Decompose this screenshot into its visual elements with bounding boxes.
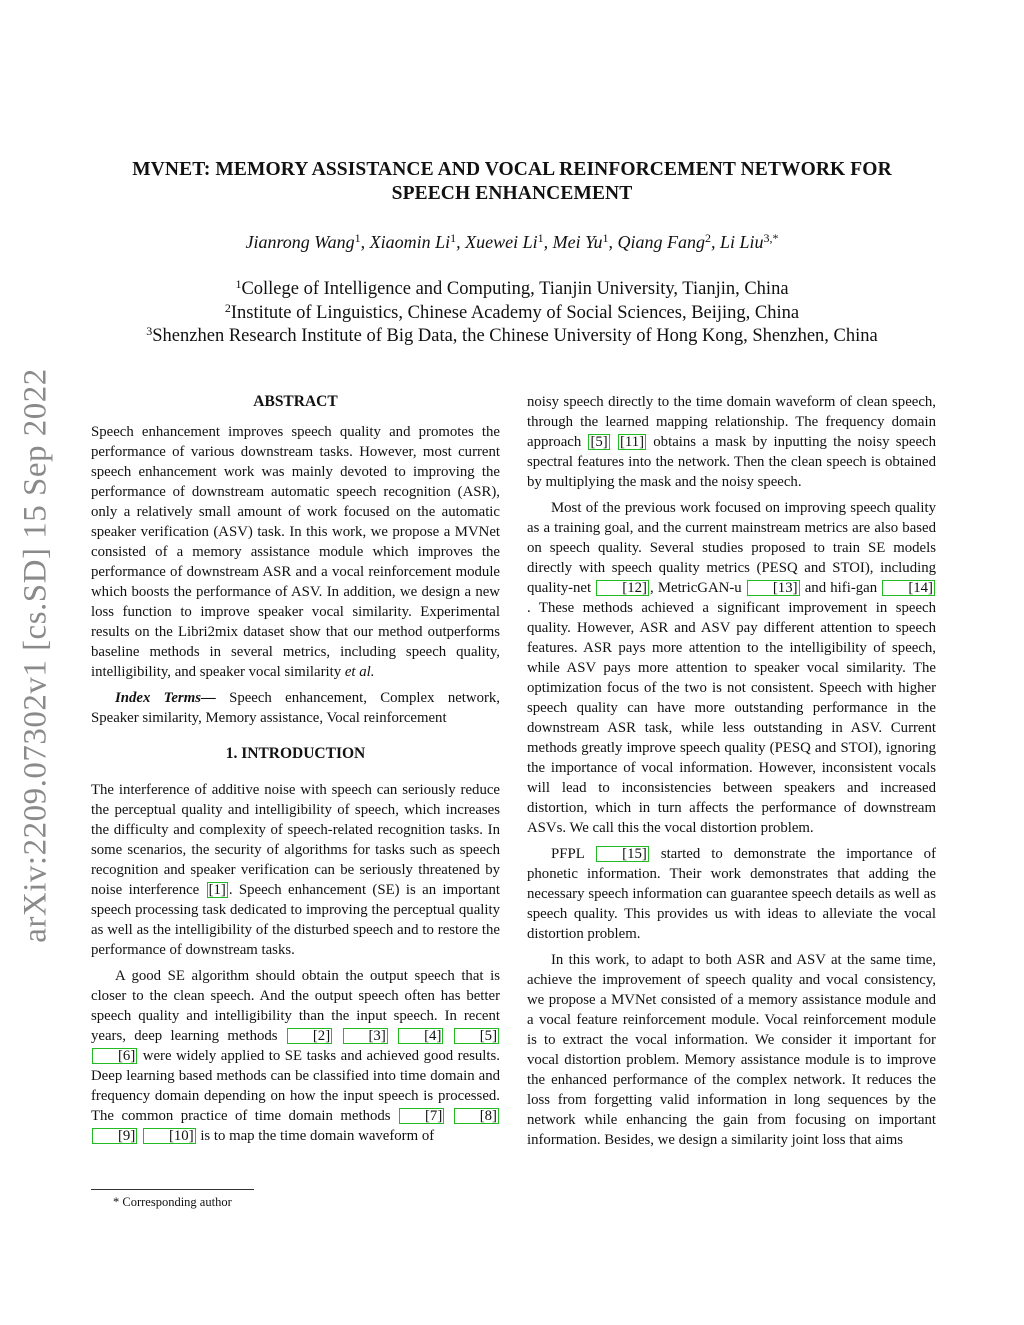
introduction-heading: 1. INTRODUCTION bbox=[225, 745, 366, 762]
citation-link[interactable]: [2] bbox=[287, 1028, 332, 1044]
footnote: * Corresponding author bbox=[113, 1195, 232, 1209]
intro-paragraph-2-tail-left: is to map the time domain waveform of bbox=[196, 1128, 435, 1144]
title-line-2: SPEECH ENHANCEMENT bbox=[391, 183, 633, 204]
paper-title bbox=[100, 158, 924, 206]
arxiv-stamp-text: arXiv:2209.07302v1 [cs.SD] 15 Sep 2022 bbox=[17, 367, 54, 943]
intro-paragraph-2-continued: noisy speech directly to the time domain waveform of clean speech, through the learned mapping relationship. The frequency domain approach [5] [11] obtains a mask by inputting the noisy speech spectral features into the network. Then the clean speech is obtained by multiplying the mask and the noisy speech. bbox=[527, 394, 936, 490]
intro-paragraph-1: The interference of additive noise with speech can seriously reduce the perceptual quality and intelligibility of speech, which increases the difficulty and complexity of speech-related recognition tasks. In some scenarios, the security of algorithms for tasks such as speech recognition and speaker verification can be seriously threatened by noise interference [1] . Speech enhancement (SE) is an important speech processing task dedicated to improving the perceptual quality as well as the intelligibility of the disturbed speech and to restore the performance of downstream tasks. bbox=[91, 782, 500, 958]
title-line-1: MVNET: MEMORY ASSISTANCE AND VOCAL REINFORCEMENT NETWORK FOR bbox=[132, 159, 892, 180]
index-terms: Index Terms— Speech enhancement, Complex network, Speaker similarity, Memory assistance, Vocal reinforcement bbox=[91, 690, 501, 726]
citation-link[interactable]: [12] bbox=[596, 580, 649, 596]
affiliation: $^3$Shenzhen Research Institute of Big Data, the Chinese University of Hong Kong, Shenzhen, China bbox=[146, 324, 878, 346]
author: Jianrong Wang$^1$, bbox=[245, 231, 370, 252]
citation-link[interactable]: [5] bbox=[590, 434, 608, 450]
citation-link[interactable]: [1] bbox=[208, 882, 226, 898]
citation-link[interactable]: [11] bbox=[619, 434, 645, 450]
left-column bbox=[91, 392, 500, 1146]
citation-link[interactable]: [14] bbox=[882, 580, 935, 596]
affiliation: $^2$Institute of Linguistics, Chinese Academy of Social Sciences, Beijing, China bbox=[224, 300, 800, 323]
intro-paragraph-4: PFPL [15] started to demonstrate the importance of phonetic information. Their work demonstrates that adding the necessary speech information can guarantee speech details as well as speech quality. This provides us with ideas to alleviate the vocal distortion problem. bbox=[527, 846, 936, 942]
citation-link[interactable]: [7] bbox=[399, 1108, 444, 1124]
abstract-paragraph: Speech enhancement improves speech quality and promotes the performance of various downstream tasks. However, most current speech enhancement work was mainly devoted to improving the performance of downstream automatic speech recognition (ASR), only a relatively small amount of work focused on the automatic speaker verification (ASV) task. In this work, we propose a MVNet consisted of a memory assistance module which improves the performance of downstream ASR and a vocal reinforcement module which boosts the performance of ASV. In addition, we design a new loss function to improve speaker vocal similarity. Experimental results on the Libri2mix dataset show that our method outperforms baseline methods in several metrics, including speech quality, intelligibility, and speaker vocal similarity et al. bbox=[91, 424, 500, 680]
citation-link[interactable]: [9] bbox=[92, 1128, 137, 1144]
author: Xiaomin Li$^1$, bbox=[369, 231, 466, 252]
intro-paragraph-3: Most of the previous work focused on improving speech quality as a training goal, and the current mainstream metrics are also based on speech quality. Several studies proposed to train SE models directly with speech quality metrics (PESQ and STOI), including quality-net [12] , MetricGAN-u [13] and hifi-gan [14]. These methods achieved a significant improvement in speech quality. However, ASR and ASV pay different attention to speech features. ASR pays more attention to the intelligibility of speech, while ASV pays more attention to speaker vocal similarity. The optimization focus of the two is not consistent. Speech with higher speech quality can have more outstanding performance in the downstream ASR task, while less outstanding in ASV. Current methods greatly improve speech quality (PESQ and STOI), ignoring the importance of vocal information. However, inconsistent vocals will lead to inconsistencies between speakers and increased distortion, which in turn affects the performance of downstream ASVs. We call this the vocal distortion problem. bbox=[527, 500, 936, 836]
citation-link[interactable]: [13] bbox=[747, 580, 800, 596]
author: Li Liu$^{3,*}$ bbox=[720, 231, 779, 252]
citation-link[interactable]: [5] bbox=[454, 1028, 499, 1044]
author-list bbox=[100, 229, 924, 255]
citation-link[interactable]: [15] bbox=[596, 846, 649, 862]
footnote-divider bbox=[91, 1189, 254, 1190]
citation-link[interactable]: [4] bbox=[398, 1028, 443, 1044]
citation-link[interactable]: [8] bbox=[454, 1108, 499, 1124]
author: Qiang Fang$^2$, bbox=[617, 231, 720, 252]
intro-paragraph-2: A good SE algorithm should obtain the output speech that is closer to the clean speech. And the output speech often has better speech quality and intelligibility than the input speech. In recent years, deep learning methods [2] [3] [4] [5] [6] were widely applied to SE tasks and achieved good results. Deep learning based methods can be classified into time domain and frequency domain depending on how the input speech is processed. The common practice of time domain methods [7] [8] [9] [10] is to map the time domain waveform of bbox=[91, 968, 500, 1144]
author: Mei Yu$^1$, bbox=[552, 231, 618, 252]
author: Xuewei Li$^1$, bbox=[465, 231, 553, 252]
arxiv-identifier-stamp bbox=[4, 355, 68, 955]
intro-paragraph-5: In this work, to adapt to both ASR and ASV at the same time, achieve the improvement of speech quality and vocal consistency, we propose a MVNet consisted of a memory assistance module and a vocal feature reinforcement module. Vocal reinforcement module is to extract the vocal information. We consider it important for vocal distortion problem. Memory assistance module is to improve the enhanced performance of the complex network. It reduces the loss from forgetting valid information in long sequences by the network while enhancing the gain from focusing on important information. Besides, we design a similarity joint loss that aims bbox=[527, 952, 936, 1148]
citation-link[interactable]: [3] bbox=[343, 1028, 388, 1044]
right-column bbox=[527, 392, 936, 1150]
affiliation-list bbox=[60, 278, 964, 349]
citation-link[interactable]: [10] bbox=[143, 1128, 196, 1144]
affiliation: $^1$College of Intelligence and Computing, Tianjin University, Tianjin, China bbox=[235, 277, 789, 299]
citation-link[interactable]: [6] bbox=[92, 1048, 137, 1064]
abstract-heading: ABSTRACT bbox=[253, 393, 338, 410]
